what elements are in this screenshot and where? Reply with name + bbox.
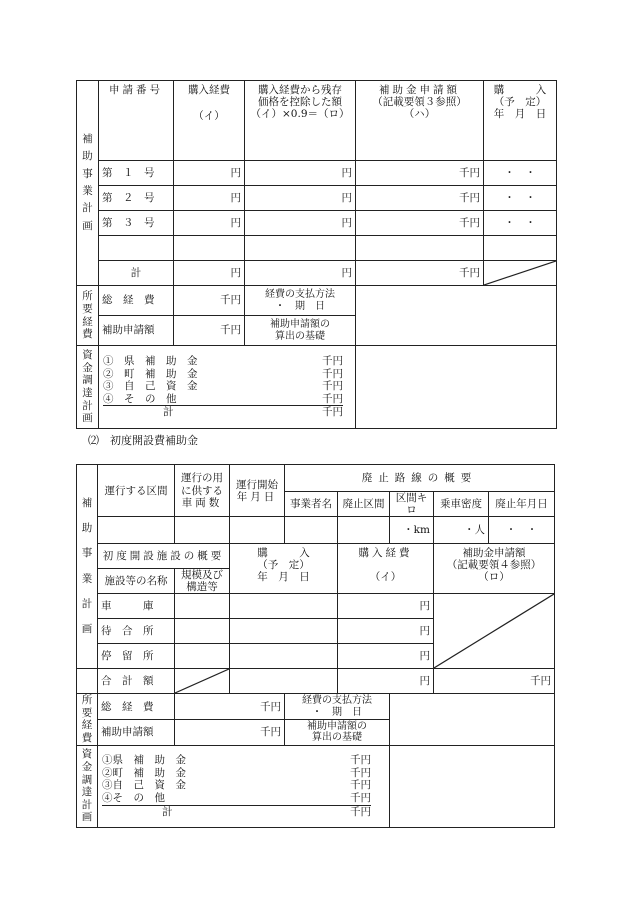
- subsidy-request-label: 補助申請額: [99, 316, 174, 346]
- header-vehicle-count: 運行の用 に供する 車両数: [175, 465, 230, 517]
- header-purchase-date: 購 入 （予 定） 年 月 日: [484, 81, 557, 161]
- list-item: 計 千円: [162, 805, 371, 818]
- diagonal-cell: [484, 261, 557, 286]
- table-row: 第 ３ 号 円 円 千円 ・ ・: [77, 211, 557, 236]
- table-row: ・km ・人 ・ ・: [77, 517, 555, 544]
- header-operation-start: 運行開始 年月日: [230, 465, 285, 517]
- funding-blank-2: [390, 745, 555, 827]
- header-abolished-route-summary: 廃止路線の概要: [285, 465, 555, 492]
- diagonal-cell: [175, 669, 230, 694]
- subsidy-plan-table-2: [76, 464, 555, 828]
- total-cost-label-2: 総 経 費: [98, 694, 175, 720]
- side-label-funding-plan-2: 資 金 調 達 計 画: [77, 745, 98, 827]
- header-application-number: 申請番号: [99, 81, 174, 161]
- total-row: 計 円 円 千円: [77, 261, 557, 286]
- total-cost-value: 千円: [174, 286, 245, 316]
- table-row: 待 合 所 円: [77, 619, 555, 644]
- payment-calc-blank: [356, 286, 557, 346]
- table-row: 第 １ 号 円 円 千円 ・ ・: [77, 161, 557, 186]
- side-label-business-plan: 補 助 事 業 計 画: [77, 81, 99, 286]
- calc-basis-label-2: 補助申請額の 算出の基礎: [285, 719, 390, 745]
- list-item: ②町 補 助 金 千円: [102, 766, 371, 779]
- funding-breakdown-2: [98, 745, 390, 827]
- table-row-empty: [77, 236, 557, 261]
- list-item: ② 町 補 助 金 千円: [103, 367, 343, 380]
- header-purchase-date-2: 購 入 （予 定） 年 月 日: [230, 544, 338, 594]
- side-label-required-cost: 所 要 経 費: [77, 286, 99, 346]
- list-item: ①県 補 助 金 千円: [102, 754, 371, 767]
- funding-breakdown: [99, 346, 356, 429]
- header-abolish-date: 廃止年月日: [489, 492, 555, 517]
- side-label-funding-plan: 資 金 調 達 計 画: [77, 346, 99, 429]
- list-item: ① 県 補 助 金 千円: [103, 355, 343, 368]
- list-item: ④そ の 他 千円: [102, 791, 371, 804]
- subsidy-request-label-2: 補助申請額: [98, 719, 175, 745]
- subsidy-plan-table-1: [76, 80, 557, 429]
- header-facility-scale: 規模及び構造等: [175, 569, 230, 594]
- header-residual-deducted: 購入経費から残存 価格を控除した額 （イ）×0.9＝（ロ）: [245, 81, 356, 161]
- payment-method-label-2: 経費の支払方法 ・ 期 日: [285, 694, 390, 720]
- table-row: 車 庫 円: [77, 594, 555, 619]
- header-initial-facility-summary: 初度開設施設の概要: [98, 544, 230, 569]
- payment-calc-blank-2: [390, 694, 555, 745]
- header-subsidy-application-2: 補助金申請額 （記載要領４参照） （ロ）: [434, 544, 555, 594]
- list-item: 計 千円: [163, 406, 343, 419]
- list-item: ④ そ の 他 千円: [103, 392, 343, 405]
- diagonal-cell: [434, 594, 555, 669]
- funding-blank: [356, 346, 557, 429]
- subsidy-request-value-2: 千円: [175, 719, 285, 745]
- side-label-business-plan-2: 補 助 事 業 計 画: [77, 465, 98, 669]
- header-facility-name: 施設等の名称: [98, 569, 175, 594]
- list-item: ③自 己 資 金 千円: [102, 779, 371, 792]
- header-purchase-cost-2: 購入経費 （イ）: [338, 544, 434, 594]
- header-section-km: 区間キロ: [390, 492, 434, 517]
- table-row: 停 留 所 円: [77, 644, 555, 669]
- total-cost-value-2: 千円: [175, 694, 285, 720]
- section-title-initial-setup-subsidy: ⑵ 初度開設費補助金: [88, 434, 198, 447]
- total-row: 合 計 額 円 千円: [77, 669, 555, 694]
- header-ride-density: 乗車密度: [434, 492, 489, 517]
- header-abolished-section: 廃止区間: [338, 492, 390, 517]
- header-operating-section: 運行する区間: [98, 465, 175, 517]
- header-subsidy-application: 補助金申請額 （記載要領３参照） （ハ）: [356, 81, 484, 161]
- payment-method-label: 経費の支払方法 ・ 期 日: [245, 286, 356, 316]
- subsidy-request-value: 千円: [174, 316, 245, 346]
- side-label-required-cost-2: 所 要 経 費: [77, 694, 98, 745]
- calc-basis-label: 補助申請額の 算出の基礎: [245, 316, 356, 346]
- list-item: ③ 自 己 資 金 千円: [103, 380, 343, 393]
- total-cost-label: 総 経 費: [99, 286, 174, 316]
- header-purchase-cost: 購入経費 （イ）: [174, 81, 245, 161]
- table-row: 第 ２ 号 円 円 千円 ・ ・: [77, 186, 557, 211]
- header-operator-name: 事業者名: [285, 492, 338, 517]
